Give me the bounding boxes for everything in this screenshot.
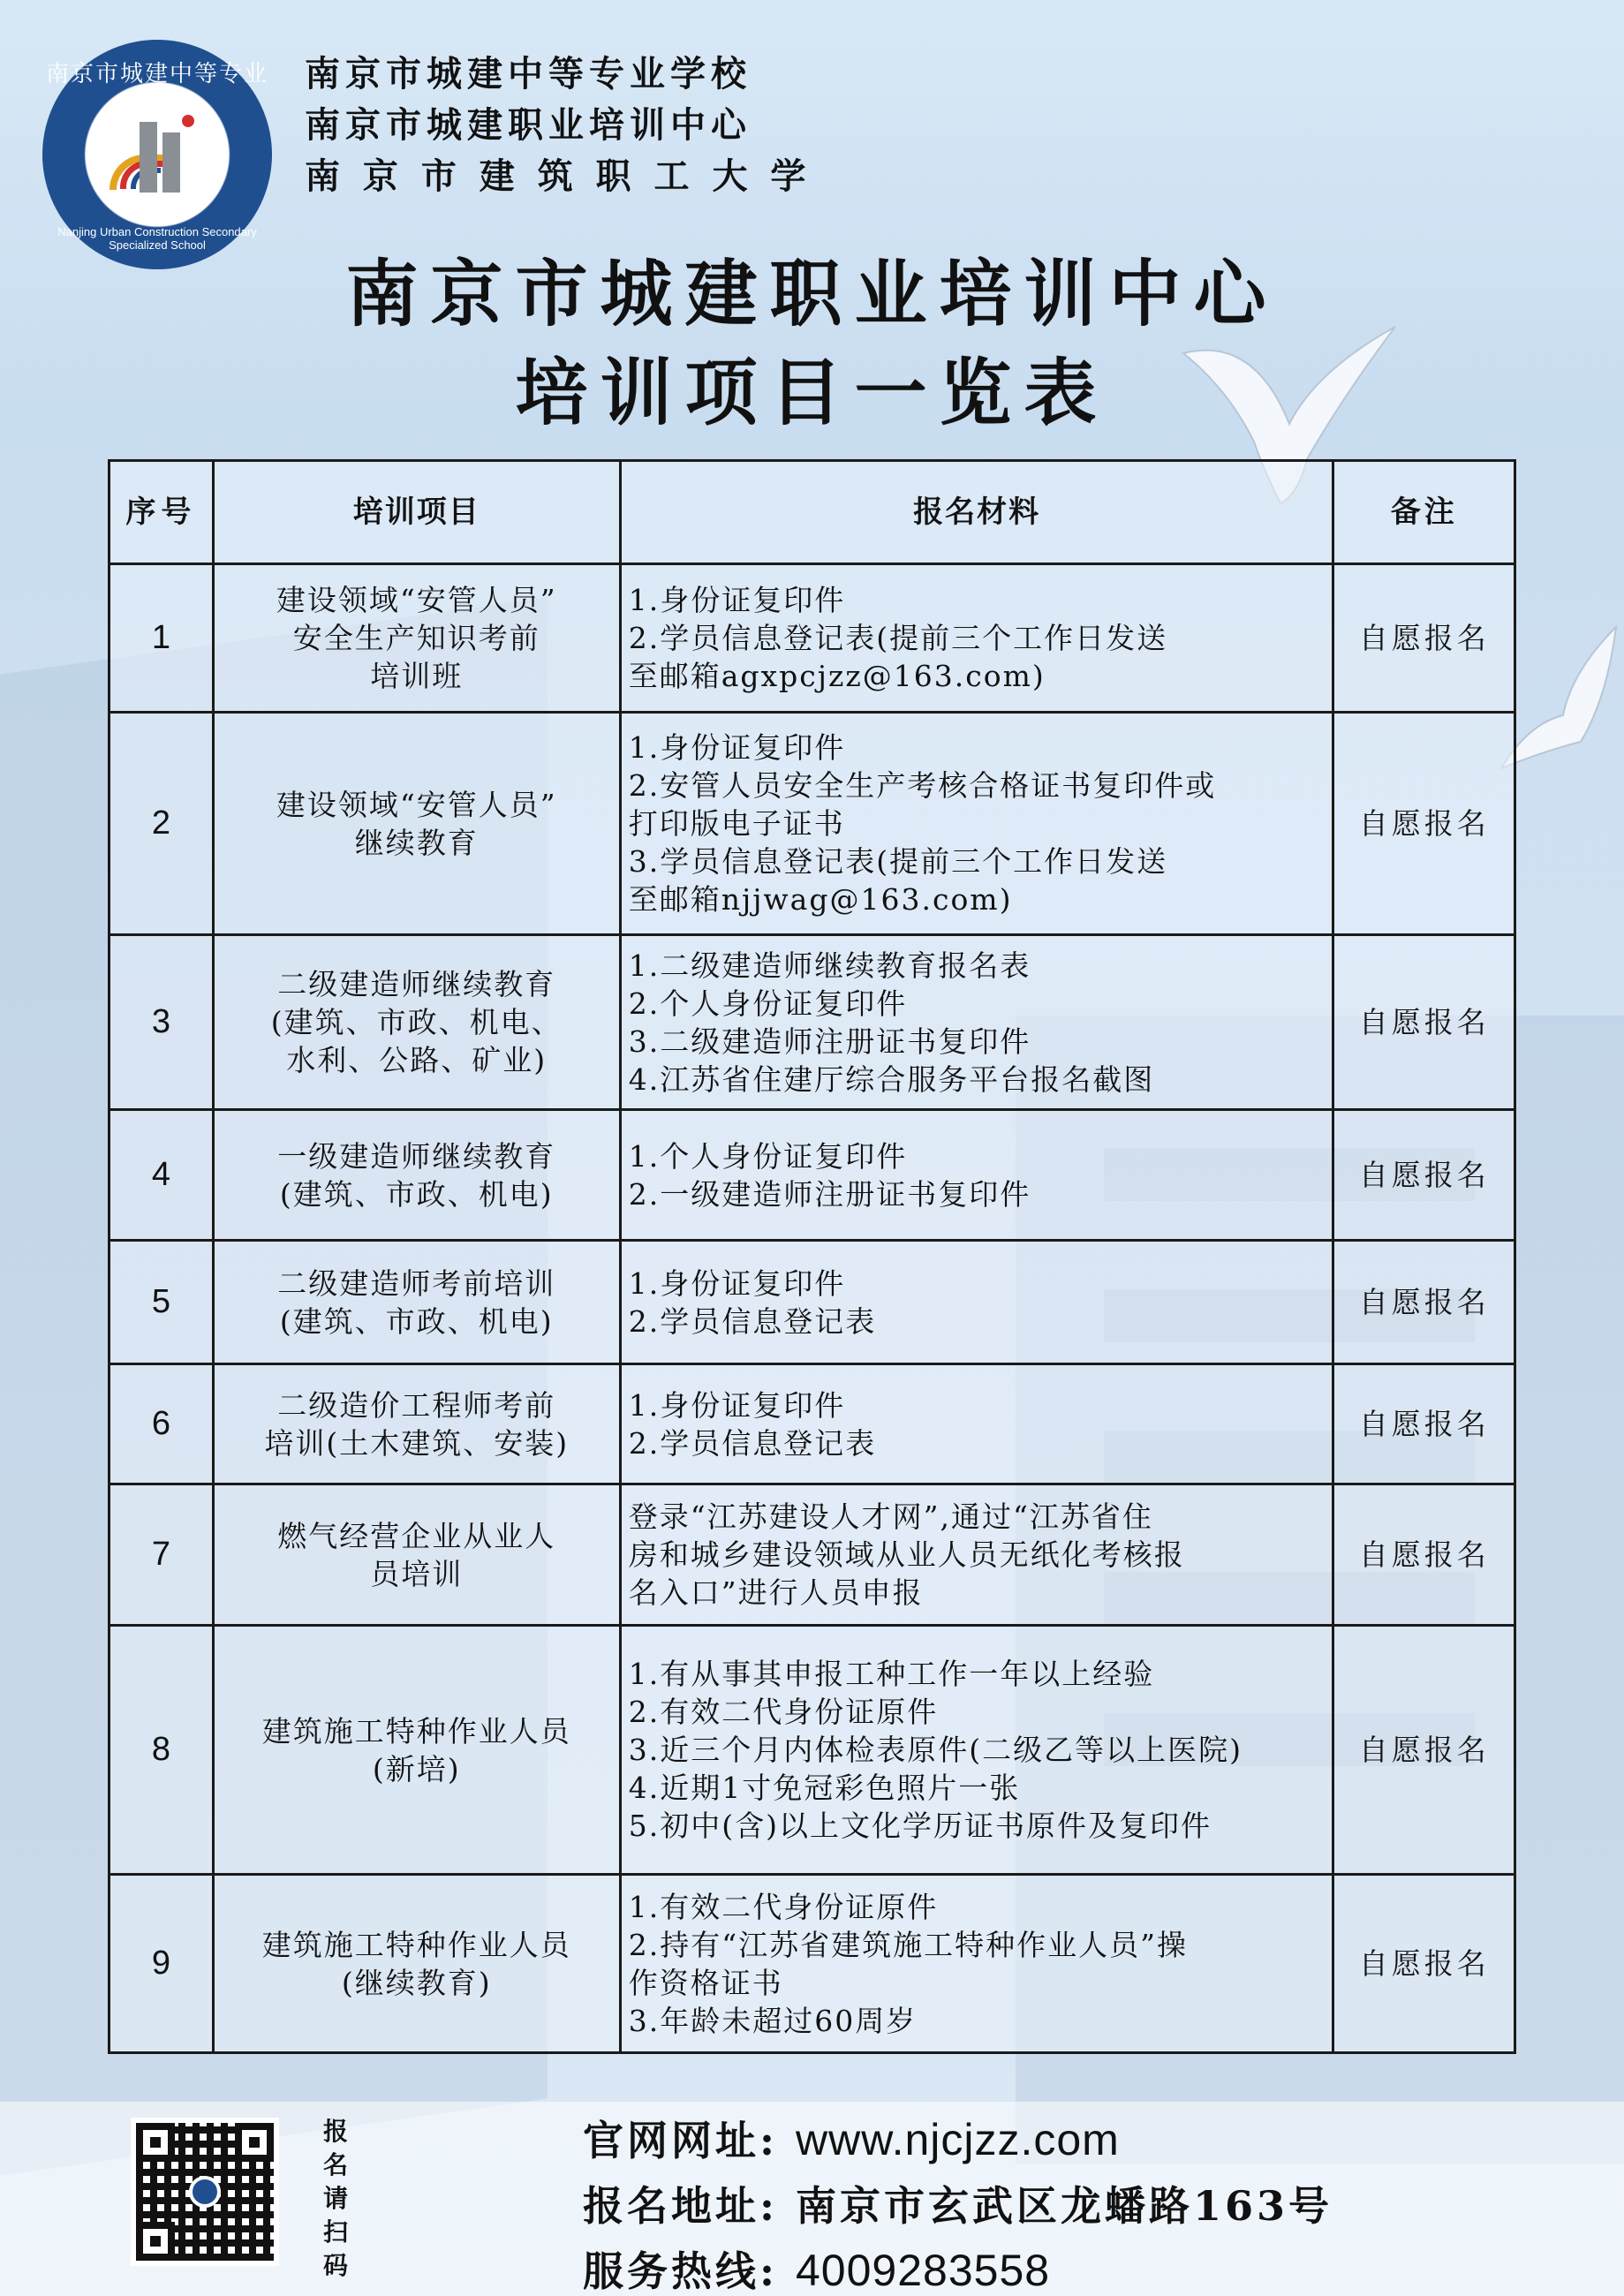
hotline-value: 4009283558 xyxy=(796,2246,1051,2295)
material-line: 作资格证书 xyxy=(628,1965,783,2000)
hotline-line xyxy=(583,2239,1050,2296)
qr-code-icon xyxy=(131,2118,279,2266)
cell-no: 6 xyxy=(110,1364,214,1484)
material-line: 登录“江苏建设人才网”,通过“江苏省住 xyxy=(628,1499,1153,1534)
address-label: 报名地址: xyxy=(583,2182,778,2230)
scan-char: 报 xyxy=(322,2117,348,2146)
item-line: 二级建造师继续教育 xyxy=(277,967,556,1001)
material-line: 1.身份证复印件 xyxy=(628,1265,846,1301)
table-header-row xyxy=(110,461,1515,564)
cell-item xyxy=(213,564,620,713)
page-title-line2: 培训项目一览表 xyxy=(515,351,1109,435)
org-name: 南京市城建职业培训中心 xyxy=(305,104,752,146)
header-materials: 报名材料 xyxy=(620,461,1333,564)
material-line: 名入口”进行人员申报 xyxy=(628,1575,924,1610)
cell-item xyxy=(213,1110,620,1241)
table-row xyxy=(110,564,1515,713)
org-name: 南 京 市 建 筑 职 工 大 学 xyxy=(305,155,812,197)
item-line: 燃气经营企业从业人 xyxy=(277,1518,556,1553)
scan-char: 名 xyxy=(322,2150,348,2179)
material-line: 2.持有“江苏省建筑施工特种作业人员”操 xyxy=(628,1927,1188,1962)
cell-item xyxy=(213,1364,620,1484)
item-line: 建设领域“安管人员” xyxy=(276,583,557,617)
cell-no: 7 xyxy=(110,1484,214,1626)
material-line: 2.学员信息登记表(提前三个工作日发送 xyxy=(628,621,1168,655)
material-line: 2.学员信息登记表 xyxy=(628,1303,877,1339)
page-title-line1: 南京市城建职业培训中心 xyxy=(345,252,1279,336)
cell-item xyxy=(213,935,620,1110)
table-row xyxy=(110,1626,1515,1875)
item-line: 继续教育 xyxy=(354,825,479,860)
material-line: 3.学员信息登记表(提前三个工作日发送 xyxy=(628,844,1168,879)
material-line: 3.年龄未超过60周岁 xyxy=(628,2003,918,2038)
cell-materials xyxy=(620,1110,1333,1241)
address-value: 南京市玄武区龙蟠路163号 xyxy=(796,2182,1333,2230)
cell-no: 9 xyxy=(110,1875,214,2053)
material-line: 至邮箱njjwag@163.com) xyxy=(628,882,1013,917)
material-line: 2.学员信息登记表 xyxy=(628,1425,877,1461)
table-row xyxy=(110,935,1515,1110)
table-row xyxy=(110,1241,1515,1364)
website-label: 官网网址: xyxy=(583,2117,778,2164)
org-name: 南京市城建中等专业学校 xyxy=(305,53,752,94)
item-line: 二级造价工程师考前 xyxy=(277,1387,556,1423)
item-line: 培训(土木建筑、安装) xyxy=(264,1425,570,1461)
school-logo xyxy=(42,40,272,269)
table-row xyxy=(110,1484,1515,1626)
cell-materials xyxy=(620,1241,1333,1364)
item-line: 二级建造师考前培训 xyxy=(277,1265,556,1301)
header-no: 序号 xyxy=(110,461,214,564)
cell-item xyxy=(213,713,620,935)
logo-mark-icon xyxy=(104,106,210,203)
scan-char: 码 xyxy=(322,2251,348,2280)
cell-note: 自愿报名 xyxy=(1333,713,1515,935)
table-row xyxy=(110,1364,1515,1484)
cell-item xyxy=(213,1484,620,1626)
item-line: (新培) xyxy=(372,1751,461,1786)
address-line xyxy=(583,2174,1333,2232)
cell-no: 1 xyxy=(110,564,214,713)
item-line: (建筑、市政、机电、 xyxy=(270,1005,563,1039)
item-line: 建筑施工特种作业人员 xyxy=(261,1713,571,1748)
item-line: (继续教育) xyxy=(341,1965,492,2000)
cell-note: 自愿报名 xyxy=(1333,1110,1515,1241)
cell-materials xyxy=(620,1626,1333,1875)
material-line: 2.有效二代身份证原件 xyxy=(628,1695,939,1729)
scan-to-register-text xyxy=(318,2115,353,2283)
scan-char: 扫 xyxy=(322,2217,348,2247)
material-line: 1.二级建造师继续教育报名表 xyxy=(628,948,1031,983)
cell-item xyxy=(213,1875,620,2053)
cell-note: 自愿报名 xyxy=(1333,1364,1515,1484)
material-line: 3.近三个月内体检表原件(二级乙等以上医院) xyxy=(628,1733,1243,1767)
header-item: 培训项目 xyxy=(213,461,620,564)
item-line: 员培训 xyxy=(370,1556,464,1591)
item-line: 建筑施工特种作业人员 xyxy=(261,1927,571,1962)
cell-materials xyxy=(620,1364,1333,1484)
cell-note: 自愿报名 xyxy=(1333,1875,1515,2053)
cell-materials xyxy=(620,1484,1333,1626)
cell-materials xyxy=(620,564,1333,713)
cell-materials xyxy=(620,1875,1333,2053)
cell-no: 8 xyxy=(110,1626,214,1875)
material-line: 至邮箱agxpcjzz@163.com) xyxy=(628,659,1046,693)
cell-note: 自愿报名 xyxy=(1333,1241,1515,1364)
logo-ring-text-en: Nanjing Urban Construction Secondary Specialized School xyxy=(57,225,257,252)
cell-materials xyxy=(620,713,1333,935)
material-line: 4.江苏省住建厅综合服务平台报名截图 xyxy=(628,1061,1155,1097)
cell-note: 自愿报名 xyxy=(1333,935,1515,1110)
material-line: 房和城乡建设领域从业人员无纸化考核报 xyxy=(628,1537,1185,1572)
item-line: 一级建造师继续教育 xyxy=(277,1138,556,1174)
website-link[interactable]: www.njcjzz.com xyxy=(796,2115,1120,2164)
material-line: 5.初中(含)以上文化学历证书原件及复印件 xyxy=(628,1809,1212,1843)
cell-item xyxy=(213,1626,620,1875)
cell-note: 自愿报名 xyxy=(1333,1626,1515,1875)
item-line: (建筑、市政、机电) xyxy=(279,1303,554,1339)
hotline-label: 服务热线: xyxy=(583,2247,778,2295)
item-line: 建设领域“安管人员” xyxy=(276,787,557,822)
item-line: 安全生产知识考前 xyxy=(292,621,540,655)
cell-no: 4 xyxy=(110,1110,214,1241)
cell-note: 自愿报名 xyxy=(1333,564,1515,713)
cell-no: 2 xyxy=(110,713,214,935)
organization-names xyxy=(305,49,811,202)
cell-materials xyxy=(620,935,1333,1110)
table-row xyxy=(110,1110,1515,1241)
training-projects-table xyxy=(108,459,1516,2054)
material-line: 1.个人身份证复印件 xyxy=(628,1138,908,1174)
cell-item xyxy=(213,1241,620,1364)
material-line: 2.一级建造师注册证书复印件 xyxy=(628,1176,1031,1212)
material-line: 1.有从事其申报工种工作一年以上经验 xyxy=(628,1657,1155,1691)
website-line xyxy=(583,2109,1120,2167)
item-line: 水利、公路、矿业) xyxy=(286,1043,548,1077)
material-line: 1.身份证复印件 xyxy=(628,730,846,765)
cell-no: 3 xyxy=(110,935,214,1110)
cell-note: 自愿报名 xyxy=(1333,1484,1515,1626)
cell-no: 5 xyxy=(110,1241,214,1364)
material-line: 3.二级建造师注册证书复印件 xyxy=(628,1023,1031,1059)
material-line: 1.身份证复印件 xyxy=(628,1387,846,1423)
material-line: 1.身份证复印件 xyxy=(628,583,846,617)
logo-ring-text: 南京市城建中等专业学校 xyxy=(45,61,268,120)
item-line: (建筑、市政、机电) xyxy=(279,1176,554,1212)
material-line: 1.有效二代身份证原件 xyxy=(628,1889,939,1924)
material-line: 打印版电子证书 xyxy=(628,806,845,841)
scan-char: 请 xyxy=(322,2184,348,2213)
header-note: 备注 xyxy=(1333,461,1515,564)
table-row xyxy=(110,713,1515,935)
material-line: 4.近期1寸免冠彩色照片一张 xyxy=(628,1771,1021,1805)
table-row xyxy=(110,1875,1515,2053)
material-line: 2.个人身份证复印件 xyxy=(628,986,908,1021)
material-line: 2.安管人员安全生产考核合格证书复印件或 xyxy=(628,768,1217,803)
item-line: 培训班 xyxy=(370,659,464,693)
